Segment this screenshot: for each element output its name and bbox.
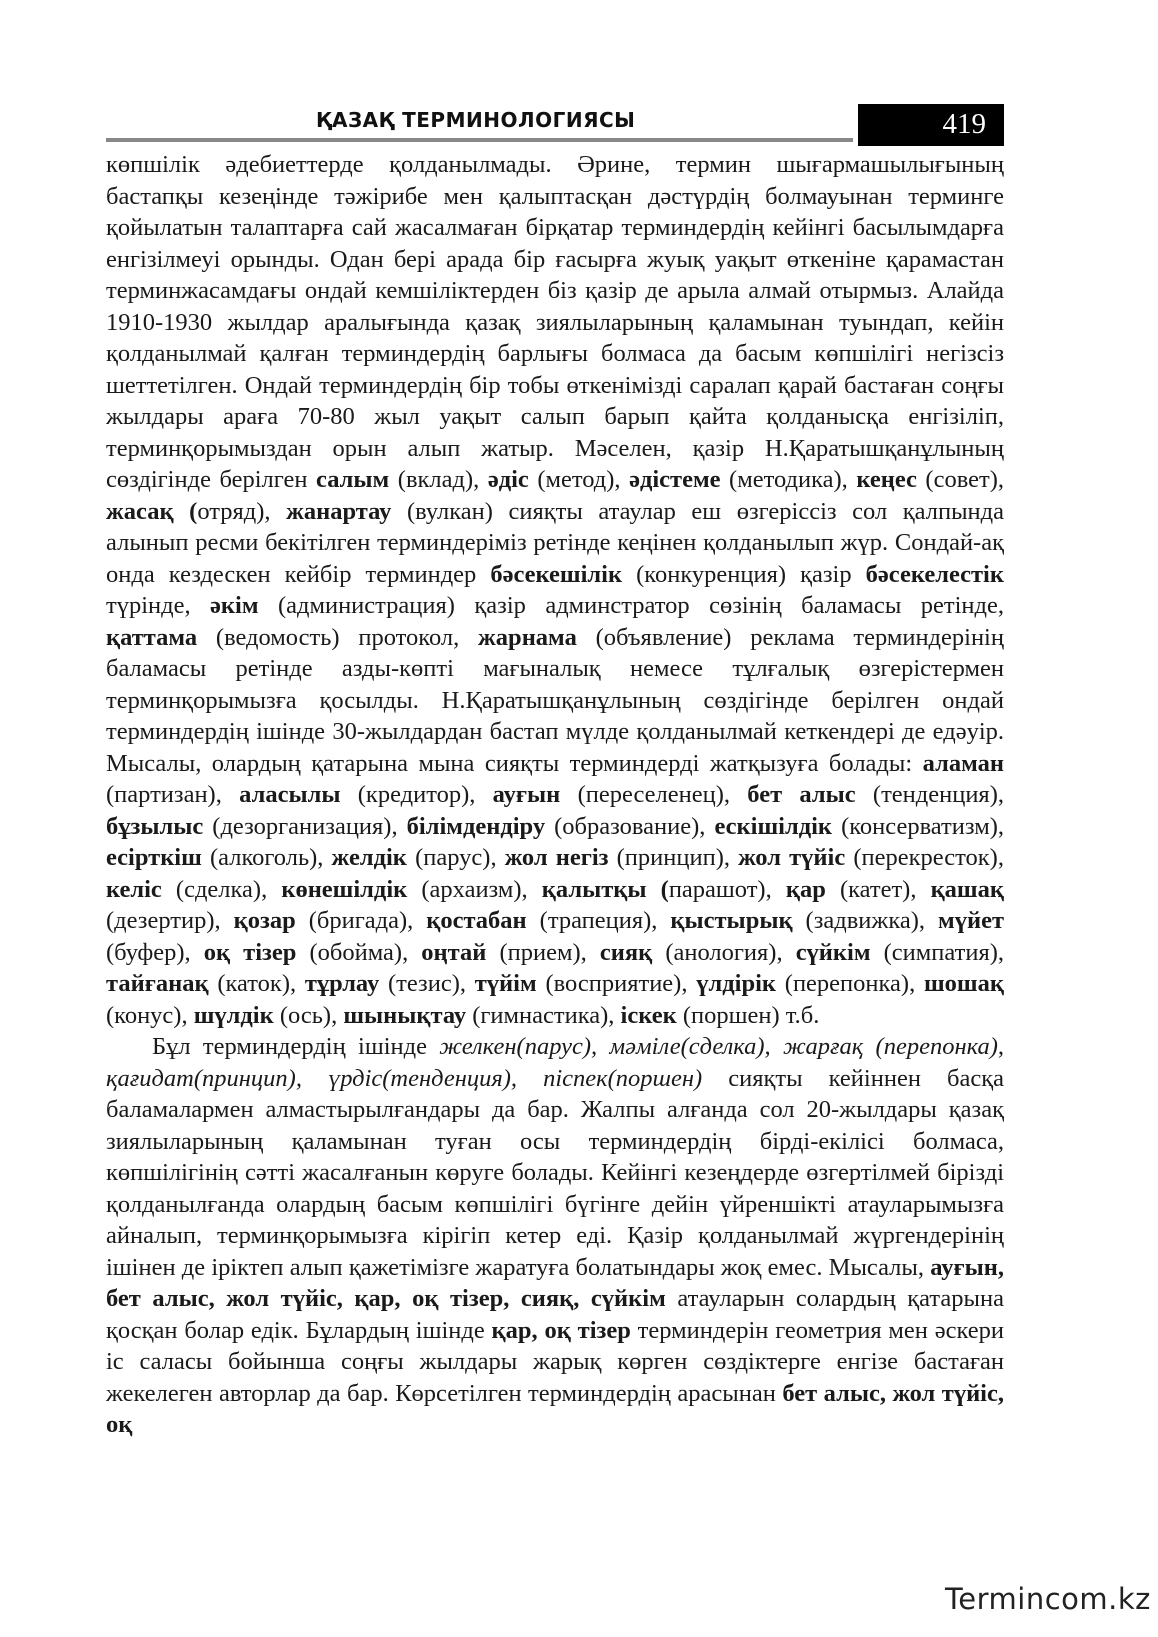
text-run: отряд), xyxy=(197,497,287,525)
bold-term: ауғын xyxy=(492,781,561,808)
bold-term: ескішілдік xyxy=(714,812,833,840)
bold-term: аласылы xyxy=(239,781,341,808)
bold-term: келіс xyxy=(106,875,162,903)
bold-term: мүйет xyxy=(938,907,1004,934)
text-run: (катет), xyxy=(825,875,931,903)
bold-term: жол негіз xyxy=(504,844,609,871)
bold-term: жарнама xyxy=(478,623,577,651)
text-run: (переселенец), xyxy=(560,781,748,808)
logo-text: Termincom.kz xyxy=(945,1582,1151,1616)
bold-term: сияқ xyxy=(599,938,653,966)
bold-term: кеңес xyxy=(856,466,917,493)
bold-term: қалытқы ( xyxy=(541,875,669,903)
bold-term: қар, оқ тізер xyxy=(491,1316,631,1344)
bold-term: желдік xyxy=(331,844,407,871)
text-run: (тезис), xyxy=(379,970,475,997)
text-run: Бұл терминдердің ішінде xyxy=(152,1033,440,1060)
text-run: (метод), xyxy=(528,466,630,493)
page-number: 419 xyxy=(942,108,986,140)
text-run: (алкоголь), xyxy=(201,844,332,871)
bold-term: қар xyxy=(785,875,826,903)
text-run: (трапеция), xyxy=(526,907,671,934)
bold-term: оқ тізер xyxy=(203,938,297,966)
site-logo xyxy=(945,1582,1151,1622)
text-run: (администрация) қазір админстратор сөзінің баламасы ретінде, xyxy=(258,592,1004,619)
text-run: (поршен) т.б. xyxy=(676,1001,820,1029)
bold-term: тұрлау xyxy=(304,970,380,997)
text-run: (задвижка), xyxy=(792,907,939,934)
text-run: (принцип), xyxy=(608,844,739,871)
text-run: (сделка), xyxy=(161,875,282,903)
bold-term: аламан xyxy=(922,749,1004,777)
bold-term: жасақ ( xyxy=(106,497,198,525)
text-run: көпшілік әдебиеттерде қолданылмады. Әрине, термин шығармашылығының бастапқы кезеңінде тәжірибе мен қалыптасқан дәстүрдің болмауынан терминге қойылатын талаптарға сай жасалмаған бірқатар терминдердің кейінгі басылымдарға енгізілмеуі орынды. Одан бері арада бір ғасырға жуық уақыт өткеніне қарамастан терминжасамдағы ондай кемшіліктерден біз қазір де арыла алмай отырмыз. Алайда 1910-1930 жылдар аралығында қазақ зиялыларының қаламынан туындап, кейін қолданылмай қалған терминдердің барлығы болмаса да басым көпшілігі негізсіз шеттетілген. Ондай терминдердің бір тобы өткенімізді саралап қарай бастаған соңғы жылдары араға 70-80 жыл уақыт салып барып қайта қолданысқа енгізіліп, терминқорымыздан орын алып жатыр. Мәселен, қазір Н.Қаратышқанұлының сөздігінде берілген xyxy=(106,151,1004,493)
bold-term: бет алыс xyxy=(747,781,856,808)
bold-term: тайғанақ xyxy=(106,970,209,997)
text-run: (анология), xyxy=(652,938,796,966)
text-run: (буфер), xyxy=(106,938,204,966)
bold-term: білімдендіру xyxy=(406,812,546,840)
bold-term: шүлдік xyxy=(193,1001,274,1029)
text-run: (объявление) реклама терминдерінің баламасы ретінде азды-көпті мағыналық немесе тұлғалық өзгерістермен терминқорымызға қосылды. Н.Қаратышқанұлының сөздігінде берілген ондай терминдердің ішінде 30-жылдардан бастап мүлде қолданылмай кеткендері де едәуір. Мысалы, олардың қатарына мына сияқты терминдерді жатқызуға болады: xyxy=(106,623,1004,777)
bold-term: әдіс xyxy=(487,466,529,493)
text-run: (восприятие), xyxy=(536,970,697,997)
paragraph-1 xyxy=(106,149,1004,1031)
text-run: (конус), xyxy=(106,1001,194,1029)
bold-term: әдістеме xyxy=(629,466,721,493)
page-header xyxy=(106,104,1004,146)
running-title: ҚАЗАҚ ТЕРМИНОЛОГИЯСЫ xyxy=(316,108,636,132)
bold-term: шошақ xyxy=(924,970,1004,997)
paragraph-2 xyxy=(106,1031,1004,1441)
bold-term: оңтай xyxy=(421,938,487,966)
text-run: (каток), xyxy=(208,970,305,997)
text-run: (симпатия), xyxy=(870,938,1005,966)
bold-term: қыстырық xyxy=(670,907,793,934)
bold-term: әкім xyxy=(210,592,259,619)
text-run: (ось), xyxy=(273,1001,344,1029)
bold-term: іскек xyxy=(620,1001,677,1029)
text-run: (конкуренция) қазір xyxy=(622,560,866,588)
text-run: (образование), xyxy=(545,812,715,840)
bold-term: жол түйіс xyxy=(738,844,846,871)
bold-term: бұзылыс xyxy=(106,812,204,840)
bold-term: жанартау xyxy=(286,497,392,525)
text-run: (тенденция), xyxy=(855,781,1004,808)
text-run: (архаизм), xyxy=(407,875,542,903)
text-run: (перекресток), xyxy=(845,844,1004,871)
bold-term: түйім xyxy=(474,970,537,997)
text-run: (бригада), xyxy=(295,907,427,934)
text-run: (консерватизм), xyxy=(832,812,1004,840)
text-run: (методика), xyxy=(720,466,857,493)
bold-term: қаттама xyxy=(106,623,198,651)
bold-term: салым xyxy=(316,466,390,493)
text-run: (парус), xyxy=(406,844,505,871)
bold-term: үлдірік xyxy=(696,970,776,997)
text-run: (перепонка), xyxy=(776,970,924,997)
bold-term: бәсекешілік xyxy=(490,560,623,588)
bold-term: бет алыс, жол түйіс, оқ xyxy=(106,1379,1004,1438)
text-run: (ведомость) протокол, xyxy=(197,623,479,651)
text-run: (дезертир), xyxy=(106,907,234,934)
text-run: (партизан), xyxy=(106,781,240,808)
body-text xyxy=(106,149,1004,1441)
text-run: сияқты кейіннен басқа баламалармен алмастырылғандары да бар. Жалпы алғанда сол 20-жылдары қазақ зиялыларының қаламынан туған осы терминдердің бірді-екілісі болмаса, көпшілігінің сәтті жасалғанын көруге болады. Кейінгі кезеңдерде өзгертілмей бірізді қолданылғанда олардың басым көпшілігі бүгінге дейін үйреншікті атауларымызға айналып, терминқорымызға кірігіп кетер еді. Қазір қолданылмай жүргендерінің ішінен де іріктеп алып қажетімізге жаратуға болатындары жоқ емес. Мысалы, xyxy=(106,1064,1004,1281)
text-run: (прием), xyxy=(486,938,600,966)
text-run: парашот), xyxy=(668,875,786,903)
bold-term: көнешілдік xyxy=(281,875,408,903)
page-number-box xyxy=(858,104,1004,146)
text-run: (вклад), xyxy=(389,466,488,493)
bold-term: есірткіш xyxy=(106,844,202,871)
bold-term: бәсекелестік xyxy=(865,560,1004,588)
text-run: терминдерін геометрия мен әскери іс саласы бойынша соңғы жылдары жарық көрген сөздіктерге енгізе бастаған жекелеген авторлар да бар. Көрсетілген терминдердің арасынан xyxy=(106,1316,1005,1407)
text-run: (обойма), xyxy=(296,938,422,966)
italic-terms: желкен(парус), мәміле(сделка), жарғақ (перепонка), қағидат(принцип), үрдіс(тенденция), піспек(поршен) xyxy=(106,1033,1004,1092)
text-run: түрінде, xyxy=(106,592,211,619)
text-run: (гимнастика), xyxy=(466,1001,621,1029)
header-rule xyxy=(106,138,853,142)
bold-term: қашақ xyxy=(930,875,1004,903)
text-run: (кредитор), xyxy=(340,781,493,808)
text-run: атауларын солардың қатарына қосқан болар едік. Бұлардың ішінде xyxy=(106,1285,1005,1344)
bold-term: ауғын, бет алыс, жол түйіс, қар, оқ тізер, сияқ, сүйкім xyxy=(106,1253,1004,1312)
bold-term: қозар xyxy=(233,907,296,934)
bold-term: қостабан xyxy=(426,907,527,934)
text-run: (вулкан) сияқты атаулар еш өзгеріссіз сол қалпында алынып ресми бекітілген терминдеріміз ретінде кеңінен қолданылып жүр. Сондай-ақ онда кездескен кейбір терминдер xyxy=(106,497,1005,588)
text-run: (совет), xyxy=(916,466,1005,493)
bold-term: сүйкім xyxy=(795,938,871,966)
bold-term: шынықтау xyxy=(343,1001,467,1029)
text-run: (дезорганизация), xyxy=(203,812,407,840)
